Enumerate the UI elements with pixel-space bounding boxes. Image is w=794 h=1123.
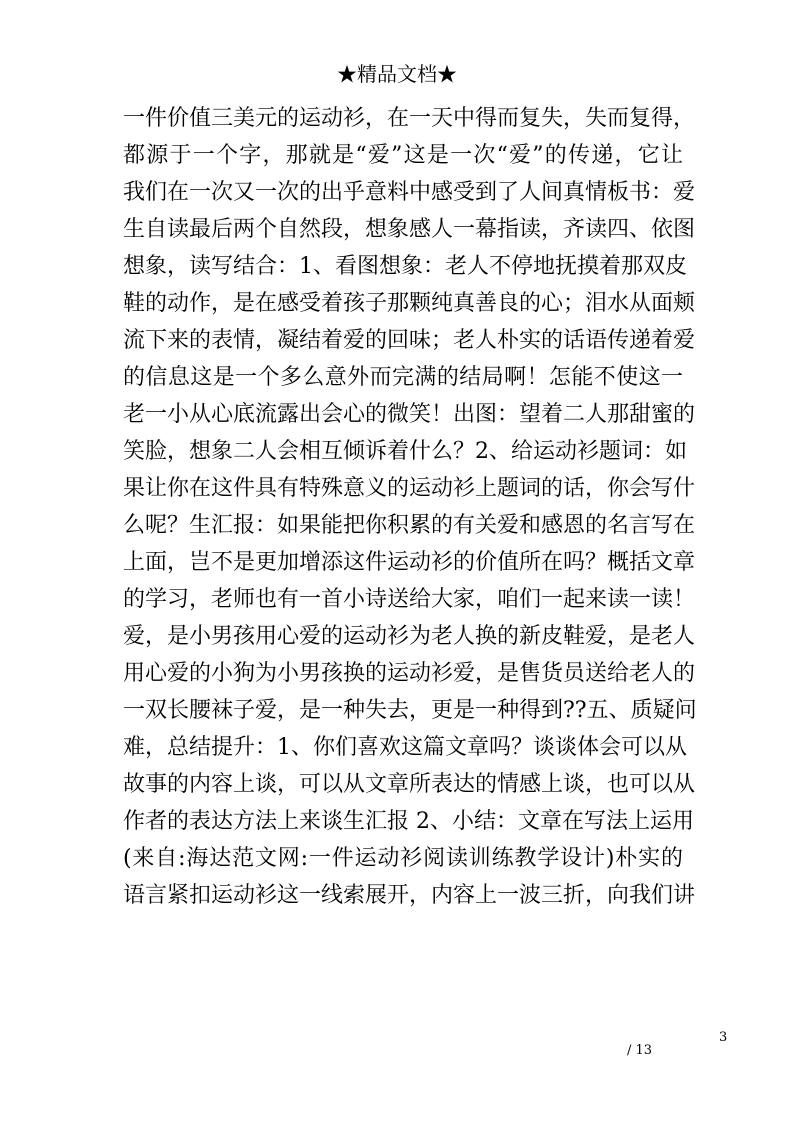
text-line: 的学习，老师也有一首小诗送给大家，咱们一起来读一读！	[123, 587, 696, 612]
page-header-title: ★精品文档★	[337, 62, 457, 86]
text-line: 用心爱的小狗为小男孩换的运动衫爱，是售货员送给老人的	[123, 661, 696, 686]
text-line: (来自:海达范文网:一件运动衫阅读训练教学设计)朴实的	[123, 846, 683, 871]
text-line: 难，总结提升：1、你们喜欢这篇文章吗？谈谈体会可以从	[123, 735, 687, 760]
text-line: 一双长腰袜子爱，是一种失去，更是一种得到??五、质疑问	[123, 698, 697, 723]
text-line: 语言紧扣运动衫这一线索展开，内容上一波三折，向我们讲	[123, 883, 696, 908]
text-line: 生自读最后两个自然段，想象感人一幕指读，齐读四、依图	[123, 217, 696, 242]
text-line: 故事的内容上谈，可以从文章所表达的情感上谈，也可以从	[123, 772, 696, 797]
text-line: 老一小从心底流露出会心的微笑！出图：望着二人那甜蜜的	[123, 402, 696, 427]
text-line: 我们在一次又一次的出乎意料中感受到了人间真情板书：爱	[123, 180, 696, 205]
text-line: 么呢？生汇报：如果能把你积累的有关爱和感恩的名言写在	[123, 513, 696, 538]
page-total: / 13	[627, 1043, 653, 1058]
text-line: 都源于一个字，那就是“爱”这是一次“爱”的传递，它让	[123, 143, 683, 168]
text-line: 一件价值三美元的运动衫，在一天中得而复失，失而复得，	[123, 106, 696, 131]
text-line: 笑脸，想象二人会相互倾诉着什么？2、给运动衫题词：如	[123, 439, 687, 464]
text-line: 作者的表达方法上来谈生汇报 2、小结：文章在写法上运用	[123, 809, 694, 834]
text-line: 的信息这是一个多么意外而完满的结局啊！怎能不使这一	[123, 365, 683, 390]
text-line: 鞋的动作，是在感受着孩子那颗纯真善良的心；泪水从面颊	[123, 291, 696, 316]
text-line: 爱，是小男孩用心爱的运动衫为老人换的新皮鞋爱，是老人	[123, 624, 696, 649]
body-text	[123, 100, 697, 914]
text-line: 上面，岂不是更加增添这件运动衫的价值所在吗？概括文章	[123, 550, 696, 575]
page-number: 3	[719, 1030, 728, 1045]
text-line: 想象，读写结合：1、看图想象：老人不停地抚摸着那双皮	[123, 254, 687, 279]
text-line: 果让你在这件具有特殊意义的运动衫上题词的话，你会写什	[123, 476, 696, 501]
text-line: 流下来的表情，凝结着爱的回味；老人朴实的话语传递着爱	[123, 328, 696, 353]
